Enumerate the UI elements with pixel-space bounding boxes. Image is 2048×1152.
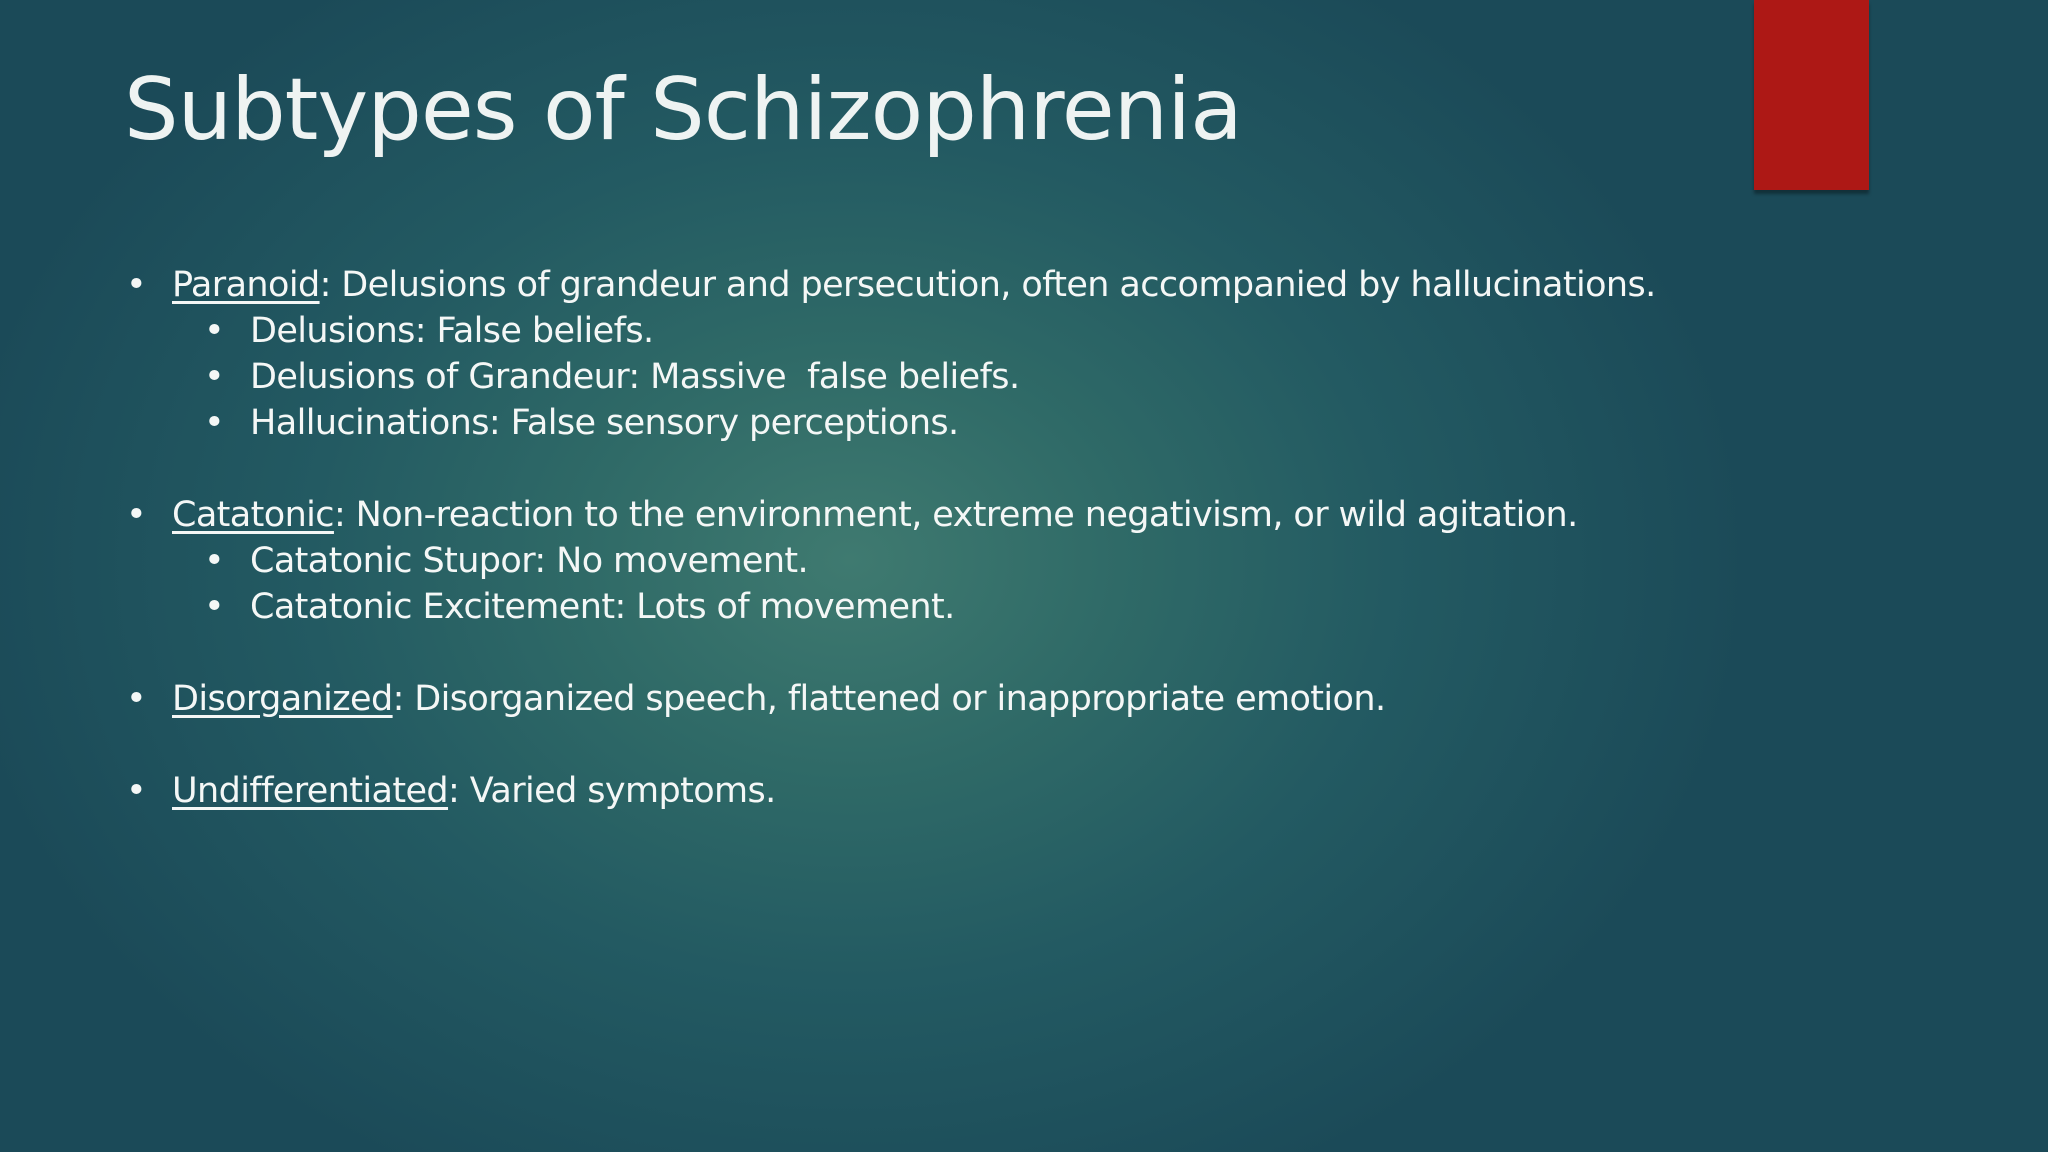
subtype-description: : Disorganized speech, flattened or inappropriate emotion. [392,679,1386,719]
subtype-term: Disorganized [172,679,393,719]
sub-item-text: Catatonic Stupor: No movement. [250,541,809,581]
sub-item-text: Delusions: False beliefs. [250,311,654,351]
bullet-icon: • [125,771,147,811]
bullet-icon: • [203,357,225,397]
bullet-icon: • [203,403,225,443]
bullet-icon: • [125,679,147,719]
sub-list [172,538,1824,630]
subtype-term: Catatonic [172,495,334,535]
bullet-icon: • [203,587,225,627]
sub-item-text: Hallucinations: False sensory perceptions. [250,403,959,443]
bullet-icon: • [203,311,225,351]
subtype-description: : Non-reaction to the environment, extreme negativism, or wild agitation. [333,495,1578,535]
bullet-icon: • [203,541,225,581]
list-item-undifferentiated [124,768,1824,814]
subtype-term: Paranoid [172,265,320,305]
sub-item-text: Catatonic Excitement: Lots of movement. [250,587,955,627]
sub-list-item [172,538,1824,584]
sub-list-item [172,308,1824,354]
accent-bar [1754,0,1869,190]
sub-item-text: Delusions of Grandeur: Massive false beliefs. [250,357,1020,397]
sub-list [172,308,1824,446]
subtype-description: : Varied symptoms. [448,771,776,811]
list-item-paranoid [124,262,1824,446]
sub-list-item [172,584,1824,630]
subtype-term: Undifferentiated [172,771,449,811]
list-item-disorganized [124,676,1824,722]
sub-list-item [172,354,1824,400]
bullet-icon: • [125,265,147,305]
subtype-description: : Delusions of grandeur and persecution, often accompanied by hallucinations. [319,265,1656,305]
sub-list-item [172,400,1824,446]
slide-title: Subtypes of Schizophrenia [124,60,1242,160]
list-item-catatonic [124,492,1824,630]
bullet-list [124,262,1824,814]
bullet-icon: • [125,495,147,535]
